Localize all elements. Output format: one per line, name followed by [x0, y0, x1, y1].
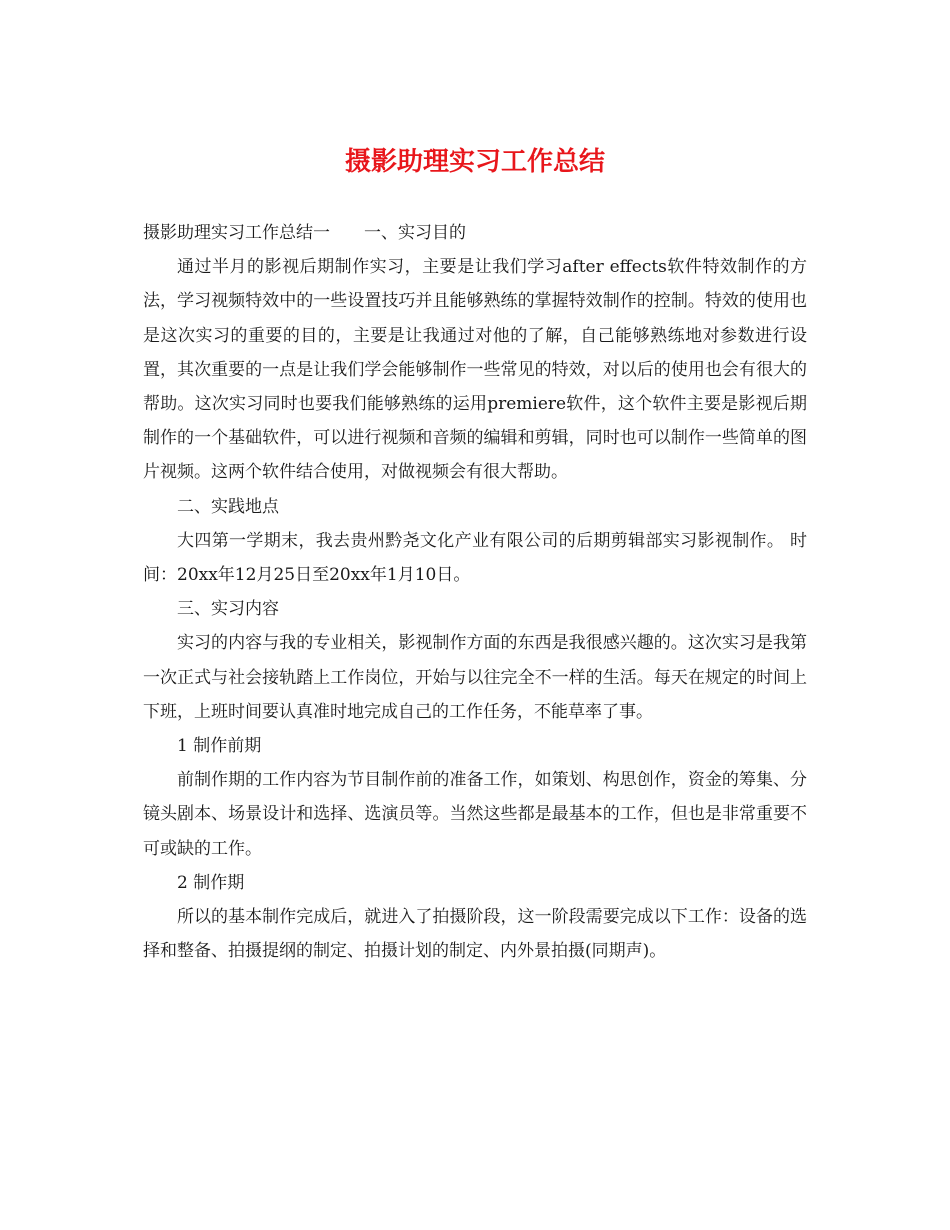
paragraph-content: 实习的内容与我的专业相关，影视制作方面的东西是我很感兴趣的。这次实习是我第一次正式与社会接轨踏上工作岗位，开始与以往完全不一样的生活。每天在规定的时间上下班，上班时间要认真准时地完成自己的工作任务，不能草率了事。 — [143, 633, 807, 722]
paragraph-production: 所以的基本制作完成后，就进入了拍摄阶段，这一阶段需要完成以下工作：设备的选择和整备、拍摄提纲的制定、拍摄计划的制定、内外景拍摄(同期声)。 — [143, 907, 807, 962]
paragraph-pre-production: 前制作期的工作内容为节目制作前的准备工作，如策划、构思创作，资金的筹集、分镜头剧本、场景设计和选择、选演员等。当然这些都是最基本的工作，但也是非常重要不可或缺的工作。 — [143, 770, 807, 859]
document-body — [143, 216, 807, 968]
paragraph-purpose: 通过半月的影视后期制作实习，主要是让我们学习after effects软件特效制作的方法，学习视频特效中的一些设置技巧并且能够熟练的掌握特效制作的控制。特效的使用也是这次实习的重要的目的，主要是让我通过对他的了解，自己能够熟练地对参数进行设置，其次重要的一点是让我们学会能够制作一些常见的特效，对以后的使用也会有很大的帮助。这次实习同时也要我们能够熟练的运用premiere软件，这个软件主要是影视后期制作的一个基础软件，可以进行视频和音频的编辑和剪辑，同时也可以制作一些简单的图片视频。这两个软件结合使用，对做视频会有很大帮助。 — [143, 257, 807, 483]
paragraph-location: 大四第一学期末，我去贵州黔尧文化产业有限公司的后期剪辑部实习影视制作。 时间：20xx年12月25日至20xx年1月10日。 — [143, 530, 807, 586]
document-title: 摄影助理实习工作总结 — [344, 147, 605, 177]
subheading-production: 2 制作期 — [177, 872, 245, 893]
section-heading-content: 三、实习内容 — [177, 599, 279, 620]
section-heading-location: 二、实践地点 — [177, 496, 279, 517]
section-heading-intro: 摄影助理实习工作总结一 一、实习目的 — [143, 223, 466, 243]
subheading-pre-production: 1 制作前期 — [177, 736, 262, 757]
